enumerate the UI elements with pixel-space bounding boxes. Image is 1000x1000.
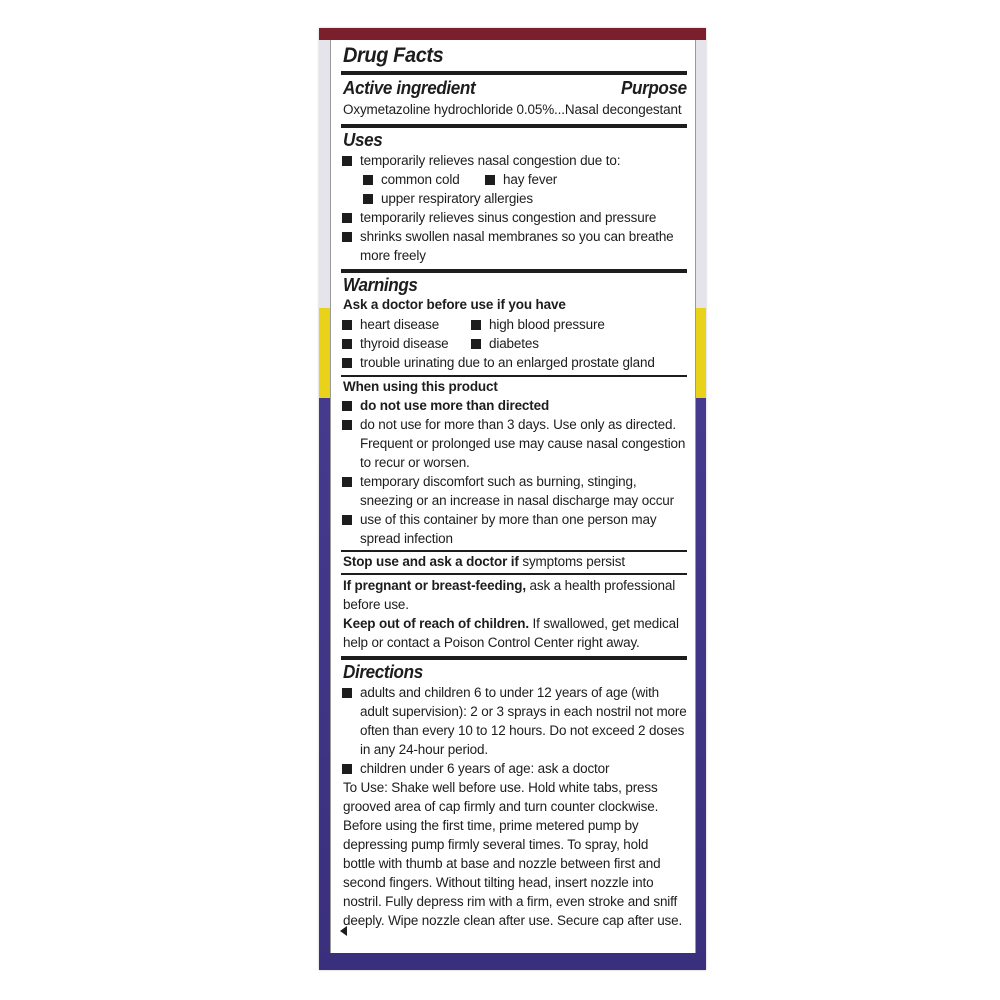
uses-item-1: temporarily relieves nasal congestion due to: bbox=[360, 153, 621, 169]
pregnant-bold: If pregnant or breast-feeding, bbox=[343, 578, 526, 594]
when-using-3-line-1: temporary discomfort such as burning, stinging, bbox=[360, 474, 637, 490]
bullet bbox=[342, 420, 352, 430]
bullet bbox=[363, 194, 373, 204]
bullet bbox=[342, 232, 352, 242]
uses-sub-1: common cold bbox=[381, 172, 460, 188]
when-using-3-line-2: sneezing or an increase in nasal discharge may occur bbox=[360, 493, 675, 509]
warnings-rule-1 bbox=[341, 375, 687, 377]
left-arrow-icon bbox=[340, 926, 347, 936]
to-use-line-8: deeply. Wipe nozzle clean after use. Secure cap after use. bbox=[343, 913, 683, 929]
stop-use-bold: Stop use and ask a doctor if bbox=[343, 554, 519, 570]
to-use-line-3: Before using the first time, prime metered pump by bbox=[343, 818, 639, 834]
when-using-2-line-1: do not use for more than 3 days. Use only as directed. bbox=[360, 417, 676, 433]
condition-heart-disease: heart disease bbox=[360, 317, 440, 333]
directions-2: children under 6 years of age: ask a doctor bbox=[360, 761, 610, 777]
pregnant-rest: ask a health professional bbox=[525, 578, 676, 594]
bullet bbox=[342, 156, 352, 166]
bullet bbox=[485, 175, 495, 185]
pregnant-line bbox=[343, 577, 675, 596]
to-use-line-4: depressing pump firmly several times. To spray, hold bbox=[343, 837, 649, 853]
bullet bbox=[342, 401, 352, 411]
uses-sub-2: hay fever bbox=[503, 172, 558, 188]
when-using-2-line-2: Frequent or prolonged use may cause nasal congestion bbox=[360, 436, 686, 452]
directions-1-line-1: adults and children 6 to under 12 years of age (with bbox=[360, 685, 660, 701]
to-use-line-7: nostril. Fully depress rim with a firm, even stroke and sniff bbox=[343, 894, 678, 910]
purpose-heading: Purpose bbox=[621, 78, 687, 98]
directions-1-line-4: in any 24-hour period. bbox=[360, 742, 488, 758]
section-rule-1 bbox=[341, 124, 687, 128]
bullet bbox=[363, 175, 373, 185]
bullet bbox=[342, 358, 352, 368]
condition-diabetes: diabetes bbox=[489, 336, 539, 352]
condition-thyroid-disease: thyroid disease bbox=[360, 336, 449, 352]
to-use-line-2: grooved area of cap firmly and turn counter clockwise. bbox=[343, 799, 659, 815]
ask-doctor-heading: Ask a doctor before use if you have bbox=[343, 297, 566, 313]
uses-item-3-line-2: more freely bbox=[360, 248, 426, 264]
bullet bbox=[471, 320, 481, 330]
directions-1-line-2: adult supervision): 2 or 3 sprays in each nostril not more bbox=[360, 704, 687, 720]
uses-item-3-line-1: shrinks swollen nasal membranes so you can breathe bbox=[360, 229, 674, 245]
uses-sub-3: upper respiratory allergies bbox=[381, 191, 533, 207]
keep-out-line bbox=[343, 615, 679, 634]
condition-high-blood-pressure: high blood pressure bbox=[489, 317, 605, 333]
warnings-heading: Warnings bbox=[343, 275, 418, 295]
directions-heading: Directions bbox=[343, 662, 423, 682]
bullet bbox=[342, 688, 352, 698]
pregnant-line-2: before use. bbox=[343, 597, 409, 613]
bullet bbox=[471, 339, 481, 349]
stop-use-line bbox=[343, 553, 625, 572]
active-ingredient-heading: Active ingredient bbox=[343, 78, 476, 98]
warnings-rule-3 bbox=[341, 573, 687, 575]
stop-use-rest: symptoms persist bbox=[518, 554, 625, 570]
bullet bbox=[342, 213, 352, 223]
keep-out-rest: If swallowed, get medical bbox=[528, 616, 679, 632]
condition-prostate: trouble urinating due to an enlarged prostate gland bbox=[360, 355, 655, 371]
keep-out-line-2: help or contact a Poison Control Center right away. bbox=[343, 635, 640, 651]
ingredient-line: Oxymetazoline hydrochloride 0.05%...Nasal decongestant bbox=[343, 102, 682, 118]
drug-facts-panel bbox=[330, 40, 696, 953]
package-side-panel bbox=[319, 28, 706, 970]
warnings-rule-2 bbox=[341, 550, 687, 552]
when-using-heading: When using this product bbox=[343, 379, 498, 395]
title-rule bbox=[341, 71, 687, 75]
bullet bbox=[342, 320, 352, 330]
to-use-line-5: bottle with thumb at base and nozzle between first and bbox=[343, 856, 661, 872]
bullet bbox=[342, 339, 352, 349]
to-use-line-1: To Use: Shake well before use. Hold white tabs, press bbox=[343, 780, 658, 796]
bullet bbox=[342, 764, 352, 774]
section-rule-2 bbox=[341, 269, 687, 273]
when-using-4-line-2: spread infection bbox=[360, 531, 453, 547]
when-using-1: do not use more than directed bbox=[360, 398, 550, 414]
to-use-line-6: second fingers. Without tilting head, insert nozzle into bbox=[343, 875, 654, 891]
directions-1-line-3: often than every 10 to 12 hours. Do not exceed 2 doses bbox=[360, 723, 685, 739]
bullet bbox=[342, 515, 352, 525]
when-using-4-line-1: use of this container by more than one person may bbox=[360, 512, 657, 528]
drug-facts-title: Drug Facts bbox=[343, 44, 444, 67]
bullet bbox=[342, 477, 352, 487]
when-using-2-line-3: to recur or worsen. bbox=[360, 455, 470, 471]
keep-out-bold: Keep out of reach of children. bbox=[343, 616, 529, 632]
uses-heading: Uses bbox=[343, 130, 383, 150]
uses-item-2: temporarily relieves sinus congestion and pressure bbox=[360, 210, 657, 226]
section-rule-3 bbox=[341, 656, 687, 660]
